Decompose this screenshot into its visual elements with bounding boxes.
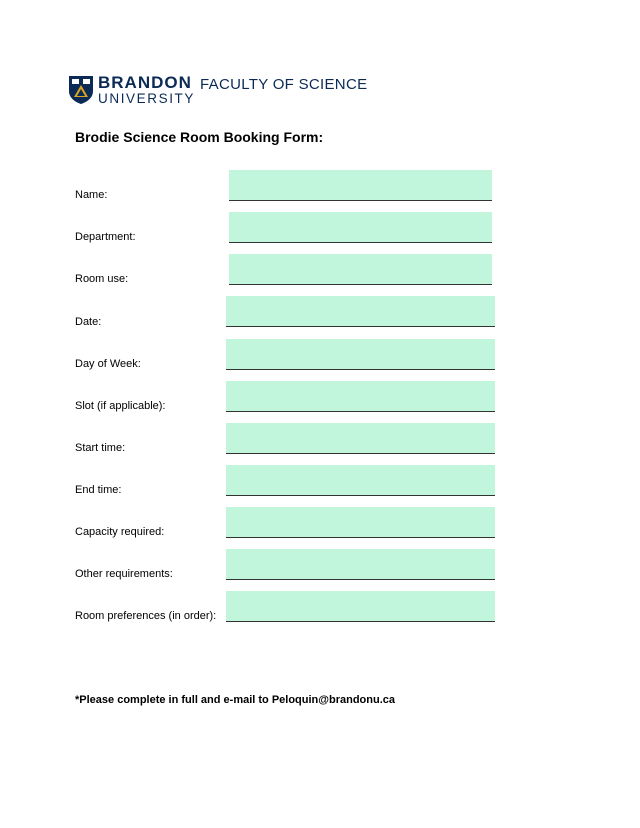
other-requirements-label: Other requirements: (75, 568, 173, 580)
end-time-label: End time: (75, 484, 122, 496)
department-label: Department: (75, 231, 136, 243)
slot-label: Slot (if applicable): (75, 400, 166, 412)
other-requirements-field[interactable] (226, 549, 495, 580)
day-of-week-field[interactable] (226, 339, 495, 370)
submission-instructions: *Please complete in full and e-mail to Peloquin@brandonu.ca (75, 694, 396, 706)
name-field[interactable] (229, 170, 492, 201)
slot-field[interactable] (226, 381, 495, 412)
room-use-label: Room use: (75, 273, 129, 285)
brand-university: UNIVERSITY (98, 91, 196, 106)
day-of-week-label: Day of Week: (75, 358, 141, 370)
name-label: Name: (75, 189, 108, 201)
brand-name: BRANDON (98, 73, 192, 92)
room-preferences-label: Room preferences (in order): (75, 610, 217, 622)
room-use-field[interactable] (229, 254, 492, 285)
form-title: Brodie Science Room Booking Form: (75, 129, 324, 145)
capacity-required-label: Capacity required: (75, 526, 165, 538)
start-time-field[interactable] (226, 423, 495, 454)
date-label: Date: (75, 316, 102, 328)
room-preferences-field[interactable] (226, 591, 495, 622)
wordmark (98, 74, 195, 106)
faculty-title: FACULTY OF SCIENCE (200, 76, 368, 93)
department-field[interactable] (229, 212, 492, 243)
start-time-label: Start time: (75, 442, 126, 454)
capacity-required-field[interactable] (226, 507, 495, 538)
crest-icon (68, 75, 94, 105)
brandon-university-logo (68, 74, 195, 106)
end-time-field[interactable] (226, 465, 495, 496)
date-field[interactable] (226, 296, 495, 327)
